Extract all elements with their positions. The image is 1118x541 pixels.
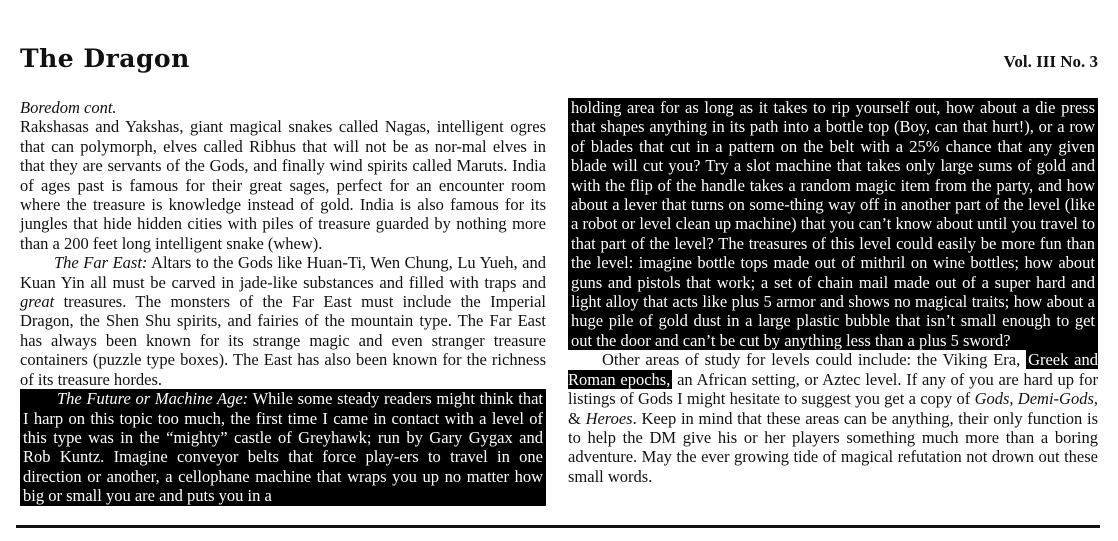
- future-text: While some steady readers might think that I harp on this topic too much, the first time I came in contact with a level of this type was in the “mighty” castle of Greyhawk; run by Gary Gygax and Rob Kuntz. Imagine conveyor belts that force play-ers to travel in one direction or another, a cellophane machine that wraps you up no matter how big or small you are and puts you in a: [23, 389, 543, 506]
- heading-far-east: The Far East:: [54, 253, 148, 273]
- other-areas-text-1: Other areas of study for levels could include: the Viking Era,: [602, 350, 1027, 370]
- far-east-emphasis: great: [20, 292, 55, 312]
- paragraph-far-east[interactable]: [20, 253, 546, 389]
- far-east-text-2: treasures. The monsters of the Far East must include the Imperial Dragon, the Shen Shu spirits, and fairies of the mountain type. The Far East has always been known for its strange magic and even stranger treasure containers (puzzle type boxes). The East has also been known for the richness of its treasure hordes.: [20, 292, 546, 389]
- heading-future: The Future or Machine Age:: [57, 389, 249, 409]
- volume-number: Vol. III No. 3: [1003, 52, 1098, 71]
- paragraph-machine-selected[interactable]: holding area for as long as it takes to rip yourself out, how about a die press that shapes anything in its path into a bottle top (Boy, can that hurt!), or a row of blades that cut in a pattern on the belt with a 25% chance that any given blade will cut you? Try a slot machine that takes only large sums of gold and with the flip of the handle takes a random magic item from the party, and how about a lever that turns on some-thing way off in another part of the level (like a robot or level clean up machine) that you can’t know about until you travel to that part of the level? The treasures of this level could easily be more fun than the level: imagine bottle tops made out of mithril on wine bottles; how about guns and pistols that work; a set of chain mail made out of a super hard and light alloy that acts like plus 5 armor and shows no magical traits; how about a huge pile of gold dust in a large plastic bubble that isn’t small enough to get out the door and can’t be cut by anything less than a plus 5 sword?: [568, 98, 1098, 350]
- right-column[interactable]: [568, 98, 1098, 486]
- continuation-label: [20, 98, 546, 117]
- other-areas-text-2: an African setting, or Aztec level. If any of you are hard up for listings of Gods I might hesitate to suggest you get a copy of: [568, 369, 1098, 409]
- other-areas-text-4: . Keep in mind that these areas can be anything, their only function is to help the DM give his or her players something much more than a boring adventure. May the ever growing tide of magical refutation not drown out these small words.: [568, 408, 1099, 486]
- paragraph-india[interactable]: Rakshasas and Yakshas, giant magical snakes called Nagas, intelligent ogres that can polymorph, elves called Ribhus that will not be as nor-mal elves in that they are servants of the Gods, and finally wind spirits called Maruts. India of ages past is famous for their great sages, perfect for an encounter room where the treasure is knowledge instead of gold. India is also famous for its jungles that hide hidden cities with piles of treasure guarded by nothing more than a 200 feet long intelligent snake (whew).: [20, 117, 546, 253]
- other-areas-text-3: &: [568, 408, 586, 428]
- paragraph-future-selected[interactable]: [20, 389, 546, 505]
- paragraph-other-areas[interactable]: [568, 350, 1098, 486]
- bottom-rule-divider: [16, 525, 1100, 528]
- left-column[interactable]: [20, 98, 546, 506]
- book-title-heroes: Heroes: [585, 408, 633, 428]
- selected-text-greek-roman[interactable]: Greek and Roman epochs,: [568, 350, 1098, 389]
- book-title-gods: Gods, Demi-Gods,: [974, 389, 1098, 409]
- masthead-logo: The Dragon: [20, 44, 190, 73]
- far-east-text-1: Altars to the Gods like Huan-Ti, Wen Chung, Lu Yueh, and Kuan Yin all must be carved in jade-like substances and filled with traps and: [20, 253, 546, 292]
- continuation-text: Boredom cont.: [20, 98, 117, 117]
